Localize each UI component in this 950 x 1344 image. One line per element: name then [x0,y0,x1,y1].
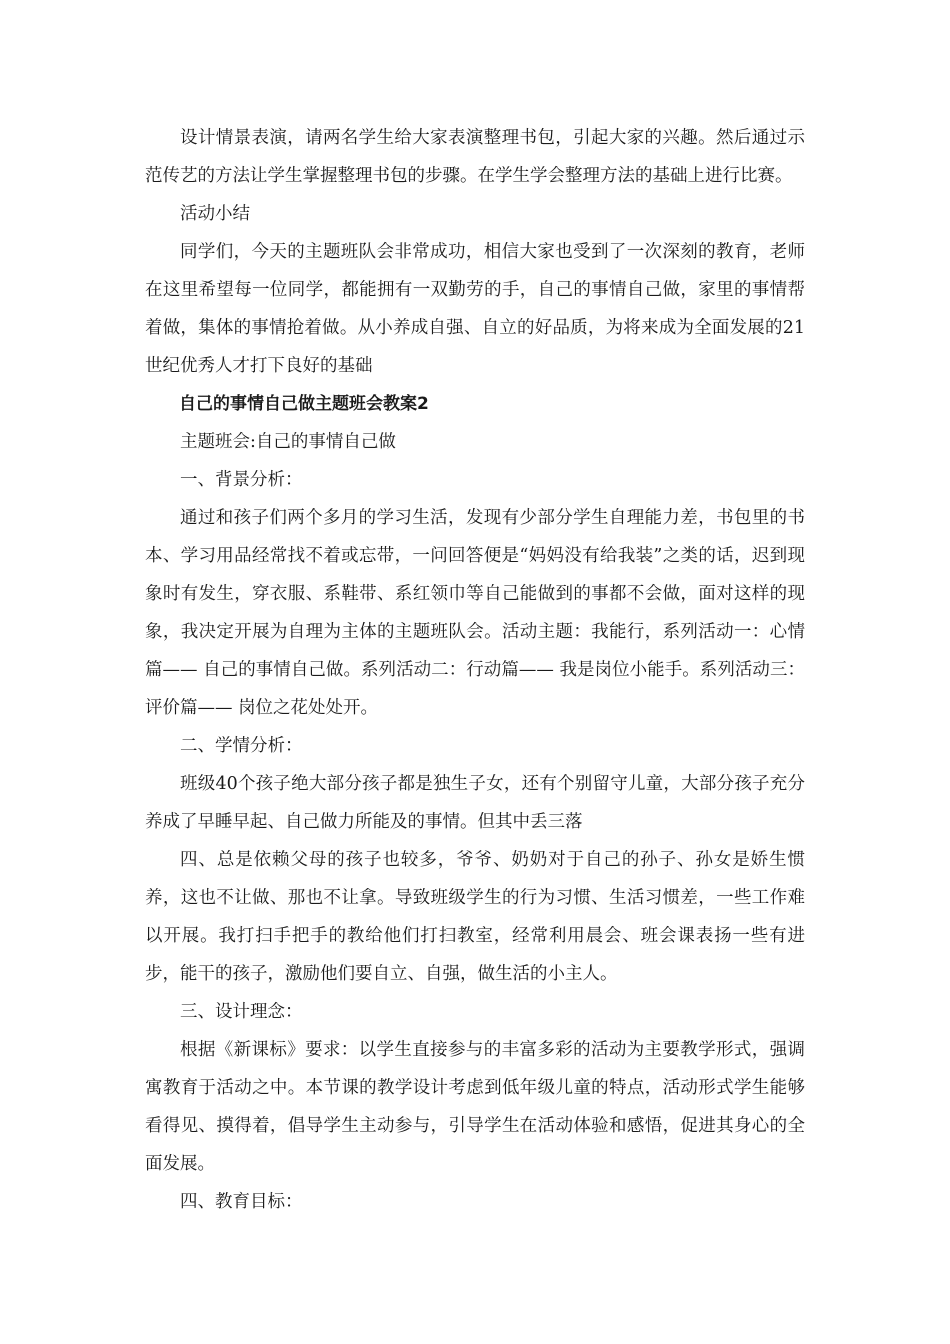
paragraph-education-goals-title: 四、教育目标： [180,1192,303,1212]
paragraph-design-concept: 根据《新课标》要求：以学生直接参与的丰富多彩的活动为主要教学形式，强调寓教育于活动之中。本节课的教学设计考虑到低年级儿童的特点，活动形式学生能够看得见、摸得着，倡导学生主动参与，引导学生在活动体验和感悟，促进其身心的全面发展。 [145,1040,805,1174]
paragraph-theme: 主题班会:自己的事情自己做 [180,432,396,452]
paragraph-design-concept-title: 三、设计理念： [180,1002,303,1022]
section-heading: 自己的事情自己做主题班会教案2 [179,394,429,414]
paragraph-dependence: 四、总是依赖父母的孩子也较多，爷爷、奶奶对于自己的孙子、孙女是娇生惯养，这也不让做、那也不让拿。导致班级学生的行为习惯、生活习惯差，一些工作难以开展。我打扫手把手的教给他们打扫教室，经常利用晨会、班会课表扬一些有进步，能干的孩子，激励他们要自立、自强，做生活的小主人。 [145,850,805,984]
paragraph-student-analysis: 班级40个孩子绝大部分孩子都是独生子女，还有个别留守儿童，大部分孩子充分养成了早睡早起、自己做力所能及的事情。但其中丢三落 [145,774,805,832]
paragraph-background: 通过和孩子们两个多月的学习生活，发现有少部分学生自理能力差，书包里的书本、学习用品经常找不着或忘带，一问回答便是“妈妈没有给我装”之类的话，迟到现象时有发生，穿衣服、系鞋带、系红领巾等自己能做到的事都不会做，面对这样的现象，我决定开展为自理为主体的主题班队会。活动主题：我能行，系列活动一：心情篇—— 自己的事情自己做。系列活动二：行动篇—— 我是岗位小能手。系列活动三：评价篇—— 岗位之花处处开。 [145,508,805,718]
paragraph-activity-summary-title: 活动小结 [180,204,250,224]
paragraph-background-title: 一、背景分析： [180,470,303,490]
paragraph-student-analysis-title: 二、学情分析： [180,736,303,756]
paragraph-activity-summary: 同学们，今天的主题班队会非常成功，相信大家也受到了一次深刻的教育，老师在这里希望每一位同学，都能拥有一双勤劳的手，自己的事情自己做，家里的事情帮着做，集体的事情抢着做。从小养成自强、自立的好品质，为将来成为全面发展的21世纪优秀人才打下良好的基础 [145,242,805,376]
paragraph-scenario: 设计情景表演，请两名学生给大家表演整理书包，引起大家的兴趣。然后通过示范传艺的方法让学生掌握整理书包的步骤。在学生学会整理方法的基础上进行比赛。 [145,128,805,186]
document-body [145,119,805,1221]
